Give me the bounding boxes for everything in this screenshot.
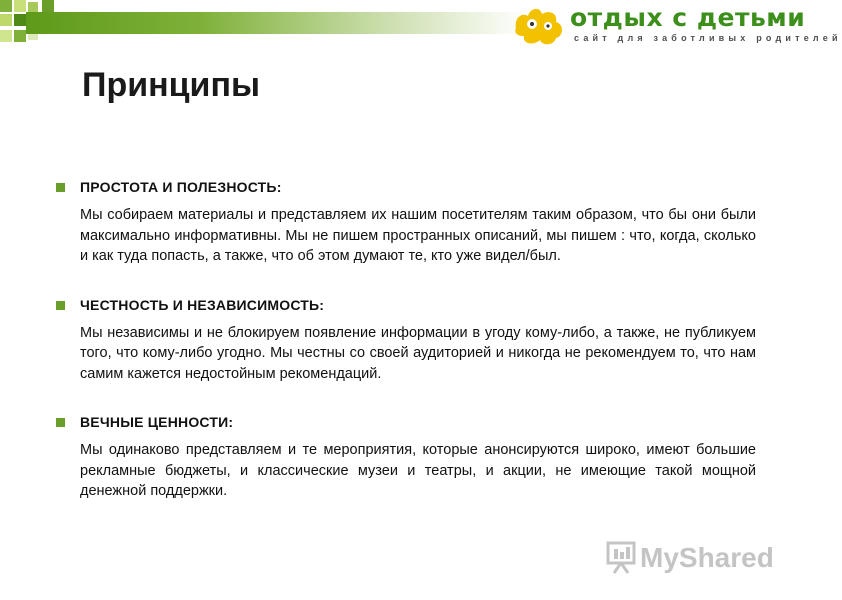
decor-square bbox=[14, 14, 26, 26]
section-text: Мы собираем материалы и представляем их нашим посетителям таким образом, что бы они были максимально информативны. Мы не пишем пространных описаний, мы пишем : что, когда, сколько и как туда попасть, а также, что об этом думают те, кто уже видел/был. bbox=[80, 207, 756, 264]
section-honesty bbox=[56, 293, 756, 385]
kids-logo-icon bbox=[512, 2, 568, 48]
site-logo bbox=[512, 0, 842, 56]
decor-square bbox=[14, 0, 26, 12]
decor-square bbox=[14, 30, 26, 42]
section-heading: ПРОСТОТА И ПОЛЕЗНОСТЬ: bbox=[80, 179, 282, 195]
section-text: Мы одинаково представляем и те мероприятия, которые анонсируются широко, имеют большие рекламные бюджеты, и классические музеи и театры, и акции, не имеющие такой мощной денежной поддержки. bbox=[80, 442, 756, 499]
bullet-square bbox=[56, 183, 65, 192]
content bbox=[56, 175, 756, 528]
presentation-board-icon bbox=[606, 539, 636, 575]
logo-subtitle: сайт для заботливых родителей bbox=[574, 33, 842, 43]
section-heading: ЧЕСТНОСТЬ И НЕЗАВИСИМОСТЬ: bbox=[80, 296, 325, 313]
decor-square bbox=[0, 0, 12, 12]
section-text: Мы независимы и не блокируем появление информации в угоду кому-либо, а также, не публикуем того, что кому-либо угодно. Мы честны со своей аудиторией и никогда не рекомендуем то, что нам самим кажется недостойным рекомендаций. bbox=[80, 324, 756, 382]
page-title: Принципы bbox=[82, 66, 261, 104]
header-gradient-bar bbox=[26, 12, 526, 34]
section-values bbox=[56, 410, 756, 502]
logo-title: отдых с детьми bbox=[570, 3, 806, 32]
decor-square bbox=[28, 2, 38, 12]
decor-square bbox=[0, 30, 12, 42]
decor-square bbox=[0, 14, 12, 26]
decor-square bbox=[42, 0, 54, 12]
bullet-square bbox=[56, 418, 65, 427]
section-simplicity bbox=[56, 175, 756, 267]
watermark bbox=[606, 537, 776, 577]
bullet-square bbox=[56, 301, 65, 310]
watermark-text: MyShared bbox=[640, 542, 774, 573]
section-heading: ВЕЧНЫЕ ЦЕННОСТИ: bbox=[80, 414, 234, 430]
